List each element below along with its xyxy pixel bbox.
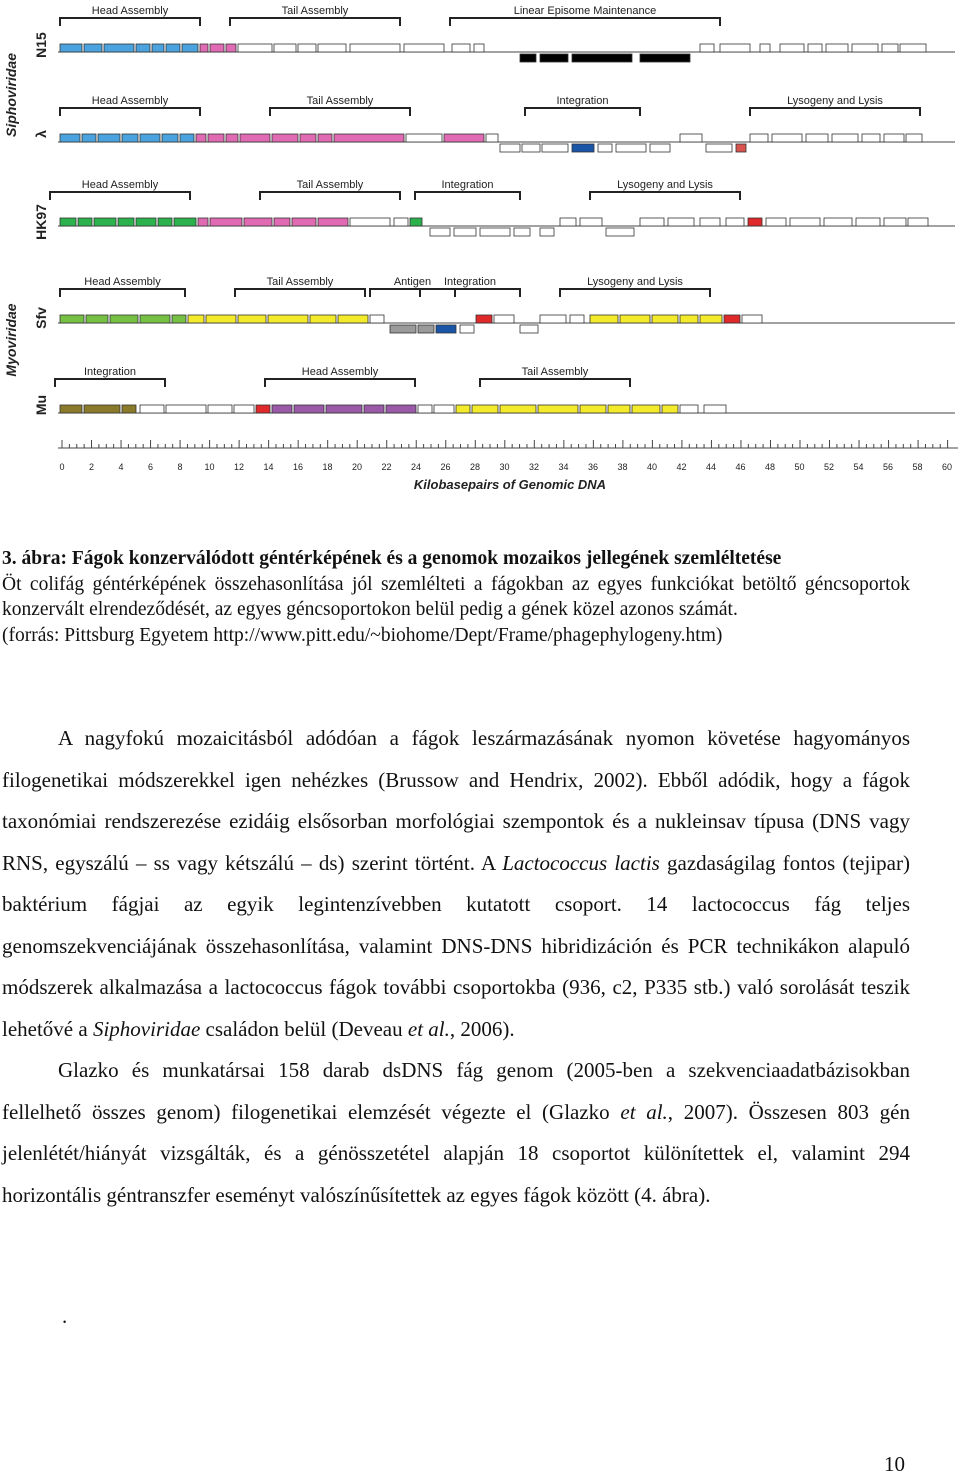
gene-box (394, 218, 408, 226)
gene-box (370, 315, 384, 323)
region-bracket (525, 108, 640, 116)
gene-box (140, 315, 170, 323)
gene-box (430, 228, 450, 236)
p1-text-a: A nagyfokú mozaicitásból adódóan a fágok leszármazásának nyomon követése hagyományos filogenetikai módszerekkel igen nehézkes (Brussow and Hendrix, 2002). Ebből adódik, hogy a fágok taxonómiai rendszerezése ezidáig elsősorban morfológiai szempontok és a nukleinsav típusa (DNS vagy RNS, egyszálú – ss vagy kétszálú – ds) szerint történt. A (2, 726, 910, 875)
caption-title: 3. ábra: Fágok konzerválódott géntérképének és a genomok mozaikos jellegének szemléltetése (2, 548, 782, 569)
gene-box (94, 218, 116, 226)
gene-box (480, 228, 510, 236)
axis-tick-label: 56 (882, 462, 894, 472)
region-bracket (590, 192, 740, 200)
gene-box (318, 44, 346, 52)
gene-box (538, 405, 578, 413)
gene-box (386, 405, 416, 413)
gene-box (680, 405, 698, 413)
gene-box (760, 44, 770, 52)
region-bracket (370, 289, 455, 297)
axis-tick-label: 58 (912, 462, 923, 472)
region-bracket (60, 289, 185, 297)
gene-box (606, 228, 634, 236)
gene-box (884, 134, 904, 142)
axis-tick-label: 2 (88, 462, 95, 472)
gene-box (808, 44, 822, 52)
gene-box (700, 218, 720, 226)
gene-box (84, 405, 120, 413)
genome-map-figure (0, 0, 960, 500)
gene-box (736, 144, 746, 152)
gene-box (274, 218, 290, 226)
gene-box (882, 44, 898, 52)
gene-box (84, 44, 102, 52)
region-bracket (265, 379, 415, 387)
gene-box (274, 44, 296, 52)
family-label: Siphoviridae (3, 52, 19, 138)
gene-box (436, 325, 456, 333)
gene-box (140, 405, 164, 413)
gene-box (570, 315, 584, 323)
p1-text-c: családon belül (Deveau (200, 1016, 408, 1041)
axis-tick-label: 38 (617, 462, 628, 472)
gene-box (780, 44, 804, 52)
region-label: Integration (444, 276, 496, 288)
gene-box (706, 144, 732, 152)
gene-box (540, 228, 554, 236)
axis-tick-label: 22 (381, 462, 392, 472)
gene-box (318, 134, 332, 142)
gene-box (162, 134, 178, 142)
region-label: Head Assembly (301, 366, 379, 378)
gene-box (98, 134, 120, 142)
region-bracket (55, 379, 165, 387)
gene-box (700, 44, 714, 52)
gene-box (166, 405, 206, 413)
axis-tick-label: 34 (558, 462, 569, 472)
region-label: Lysogeny and Lysis (787, 95, 883, 107)
gene-box (158, 218, 172, 226)
phage-label: λ (33, 130, 49, 138)
gene-box (198, 218, 208, 226)
gene-box (292, 218, 316, 226)
axis-tick-label: 54 (853, 462, 864, 472)
axis-tick-label: 12 (233, 462, 245, 472)
gene-box (338, 315, 368, 323)
region-label: Lysogeny and Lysis (617, 179, 713, 191)
gene-box (826, 44, 848, 52)
gene-box (60, 44, 82, 52)
gene-box (662, 405, 678, 413)
gene-box (122, 405, 136, 413)
gene-box (174, 218, 196, 226)
region-label: Antigen (393, 276, 432, 288)
gene-box (196, 134, 206, 142)
gene-box (580, 405, 606, 413)
axis-tick-label: 10 (204, 462, 215, 472)
gene-box (750, 134, 768, 142)
gene-box (390, 325, 416, 333)
gene-box (206, 315, 236, 323)
gene-box (748, 218, 762, 226)
gene-box (852, 44, 878, 52)
gene-box (522, 144, 540, 152)
gene-box (500, 144, 520, 152)
region-bracket (415, 192, 520, 200)
gene-box (668, 218, 694, 226)
region-label: Tail Assembly (521, 366, 589, 378)
gene-box (172, 315, 186, 323)
gene-box (60, 218, 76, 226)
gene-box (542, 144, 568, 152)
region-bracket (230, 18, 400, 26)
gene-box (700, 315, 722, 323)
gene-box (418, 405, 432, 413)
gene-box (406, 134, 442, 142)
gene-box (704, 405, 726, 413)
region-label: Tail Assembly (266, 276, 334, 288)
axis-tick-label: 8 (177, 462, 183, 472)
axis-tick-label: 48 (764, 462, 776, 472)
region-label: Tail Assembly (281, 5, 349, 17)
region-bracket (60, 18, 200, 26)
gene-box (318, 218, 348, 226)
gene-box (572, 54, 632, 62)
region-label: Tail Assembly (296, 179, 364, 191)
region-bracket (50, 192, 190, 200)
gene-box (350, 44, 400, 52)
gene-box (486, 134, 498, 142)
gene-box (806, 134, 828, 142)
gene-box (234, 405, 254, 413)
gene-box (494, 315, 514, 323)
gene-box (434, 405, 454, 413)
gene-box (680, 134, 702, 142)
gene-box (856, 218, 880, 226)
gene-box (226, 44, 236, 52)
gene-box (772, 134, 802, 142)
gene-box (908, 218, 928, 226)
gene-box (632, 405, 660, 413)
axis-tick-label: 14 (263, 462, 274, 472)
region-label: Integration (556, 95, 609, 107)
gene-box (540, 54, 568, 62)
caption-source: (forrás: Pittsburg Egyetem http://www.pitt.edu/~biohome/Dept/Frame/phagephylogeny.htm) (2, 624, 723, 646)
gene-box (238, 315, 266, 323)
gene-box (540, 315, 566, 323)
page-number: 10 (884, 1452, 905, 1476)
region-label: Linear Episome Maintenance (513, 5, 657, 17)
gene-box (118, 218, 134, 226)
gene-box (364, 405, 384, 413)
axis-tick-label: 44 (705, 462, 717, 472)
gene-box (208, 405, 232, 413)
gene-box (294, 405, 324, 413)
region-bracket (420, 289, 520, 297)
gene-box (620, 315, 650, 323)
gene-box (208, 134, 224, 142)
gene-box (60, 315, 84, 323)
gene-box (790, 218, 820, 226)
phage-label: N15 (33, 32, 49, 58)
gene-box (742, 315, 762, 323)
gene-box (210, 44, 224, 52)
axis-tick-label: 26 (440, 462, 451, 472)
phage-label: Sfv (33, 307, 49, 329)
axis-tick-label: 16 (292, 462, 304, 472)
gene-box (410, 218, 422, 226)
axis-tick-label: 46 (735, 462, 746, 472)
gene-box (520, 54, 536, 62)
gene-box (474, 44, 484, 52)
gene-box (452, 44, 470, 52)
phage-label: HK97 (33, 204, 49, 240)
genome-map-svg (0, 0, 960, 500)
gene-box (862, 134, 880, 142)
gene-box (326, 405, 362, 413)
gene-box (572, 144, 594, 152)
p2-text-a: Glazko és munkatársai 158 darab dsDNS fág genom (2005-ben a szekvenciaadatbázisokban fellelhető összes genom) filogenetikai elemzését végezte el (Glazko (2, 1058, 910, 1124)
gene-box (104, 44, 134, 52)
gene-box (60, 134, 80, 142)
gene-box (650, 144, 670, 152)
p2-etal: et al. (620, 1099, 668, 1124)
gene-box (460, 325, 474, 333)
gene-box (334, 134, 404, 142)
region-bracket (560, 289, 710, 297)
gene-box (560, 218, 576, 226)
gene-box (514, 228, 530, 236)
gene-box (256, 405, 270, 413)
gene-box (244, 218, 272, 226)
axis-tick-label: 32 (528, 462, 540, 472)
paragraph-1 (2, 718, 910, 1050)
gene-box (140, 134, 160, 142)
gene-box (268, 315, 308, 323)
axis-title: Kilobasepairs of Genomic DNA (413, 477, 607, 492)
gene-box (616, 144, 646, 152)
axis-tick-label: 42 (676, 462, 687, 472)
gene-box (608, 405, 630, 413)
axis-tick-label: 60 (941, 462, 953, 472)
gene-box (724, 315, 740, 323)
p1-family: Siphoviridae (92, 1016, 201, 1041)
region-label: Lysogeny and Lysis (587, 276, 683, 288)
p1-text-d: , 2006). (449, 1016, 515, 1041)
p1-etal: et al. (407, 1016, 450, 1041)
gene-box (86, 315, 108, 323)
axis-tick-label: 36 (587, 462, 599, 472)
figure-caption (2, 546, 910, 648)
gene-box (500, 405, 536, 413)
axis-tick-label: 0 (59, 462, 65, 472)
axis-tick-label: 20 (351, 462, 363, 472)
gene-box (640, 218, 664, 226)
gene-box (652, 315, 678, 323)
region-label: Integration (441, 179, 494, 191)
gene-box (418, 325, 434, 333)
gene-box (110, 315, 138, 323)
stray-dot: . (62, 1304, 68, 1328)
gene-box (900, 44, 926, 52)
gene-box (884, 218, 906, 226)
gene-box (78, 218, 92, 226)
axis-tick-label: 52 (823, 462, 835, 472)
gene-box (152, 44, 164, 52)
p1-species: Lactococcus lactis (502, 850, 660, 875)
axis-tick-label: 40 (646, 462, 658, 472)
gene-box (310, 315, 336, 323)
gene-box (680, 315, 698, 323)
gene-box (472, 405, 498, 413)
gene-box (300, 134, 316, 142)
region-bracket (450, 18, 720, 26)
gene-box (272, 134, 298, 142)
axis-tick-label: 18 (322, 462, 333, 472)
gene-box (766, 218, 786, 226)
axis-tick-label: 4 (118, 462, 124, 472)
region-label: Head Assembly (91, 5, 169, 17)
region-label: Integration (84, 366, 136, 378)
gene-box (404, 44, 444, 52)
region-bracket (270, 108, 410, 116)
gene-box (122, 134, 138, 142)
axis-tick-label: 6 (147, 462, 154, 472)
gene-box (590, 315, 618, 323)
gene-box (824, 218, 852, 226)
gene-box (832, 134, 858, 142)
region-label: Head Assembly (91, 95, 169, 107)
gene-box (598, 144, 612, 152)
body-text (2, 718, 910, 1216)
axis-tick-label: 28 (469, 462, 481, 472)
gene-box (520, 325, 538, 333)
gene-box (906, 134, 922, 142)
gene-box (82, 134, 96, 142)
gene-box (136, 44, 150, 52)
gene-box (720, 44, 750, 52)
gene-box (350, 218, 390, 226)
region-bracket (480, 379, 630, 387)
region-label: Head Assembly (81, 179, 159, 191)
gene-box (240, 134, 270, 142)
gene-box (60, 405, 82, 413)
region-bracket (750, 108, 920, 116)
p1-text-b: gazdaságilag fontos (tejipar) baktérium fágjai az egyik legintenzívebben kutatott csoport. 14 lactococcus fág teljes genomszekvenciájának összehasonlítása, valamint DNS-DNS hibridizáción és PCR technikákon alapuló módszerek alkalmazása a lactococcus fágok további csoportokba (936, c2, P335 stb.) való sorolását teszik lehetővé a (2, 850, 910, 1041)
gene-box (182, 44, 198, 52)
region-bracket (260, 192, 400, 200)
region-bracket (60, 108, 200, 116)
axis-tick-label: 50 (794, 462, 805, 472)
p2-text-b: , 2007). Összesen 803 gén jelenlétét/hiányát vizsgálták, és a génösszetétel alapján 18 csoportot különítettek el, valamint 294 horizontális géntranszfer eseményt valószínűsítettek az egyes fágok között (4. ábra). (2, 1099, 910, 1207)
gene-box (210, 218, 242, 226)
caption-text: Öt colifág géntérképének összehasonlítása jól szemlélteti a fágokban az egyes funkciókat betöltő géncsoportok konzervált elrendeződését, az egyes géncsoportokon belül pedig a gének közel azonos számát. (2, 573, 910, 620)
gene-box (226, 134, 238, 142)
axis-tick-label: 30 (499, 462, 510, 472)
gene-box (640, 54, 690, 62)
gene-box (136, 218, 156, 226)
gene-box (454, 228, 476, 236)
gene-box (200, 44, 208, 52)
gene-box (580, 218, 602, 226)
gene-box (180, 134, 194, 142)
family-label: Myoviridae (3, 303, 19, 377)
axis-tick-label: 24 (410, 462, 422, 472)
gene-box (188, 315, 204, 323)
gene-box (166, 44, 180, 52)
phage-label: Mu (33, 394, 49, 416)
gene-box (238, 44, 272, 52)
paragraph-2 (2, 1050, 910, 1216)
region-label: Tail Assembly (306, 95, 374, 107)
gene-box (272, 405, 292, 413)
gene-box (726, 218, 744, 226)
gene-box (476, 315, 492, 323)
gene-box (298, 44, 316, 52)
region-bracket (235, 289, 365, 297)
region-label: Head Assembly (84, 276, 161, 288)
gene-box (444, 134, 484, 142)
gene-box (456, 405, 470, 413)
